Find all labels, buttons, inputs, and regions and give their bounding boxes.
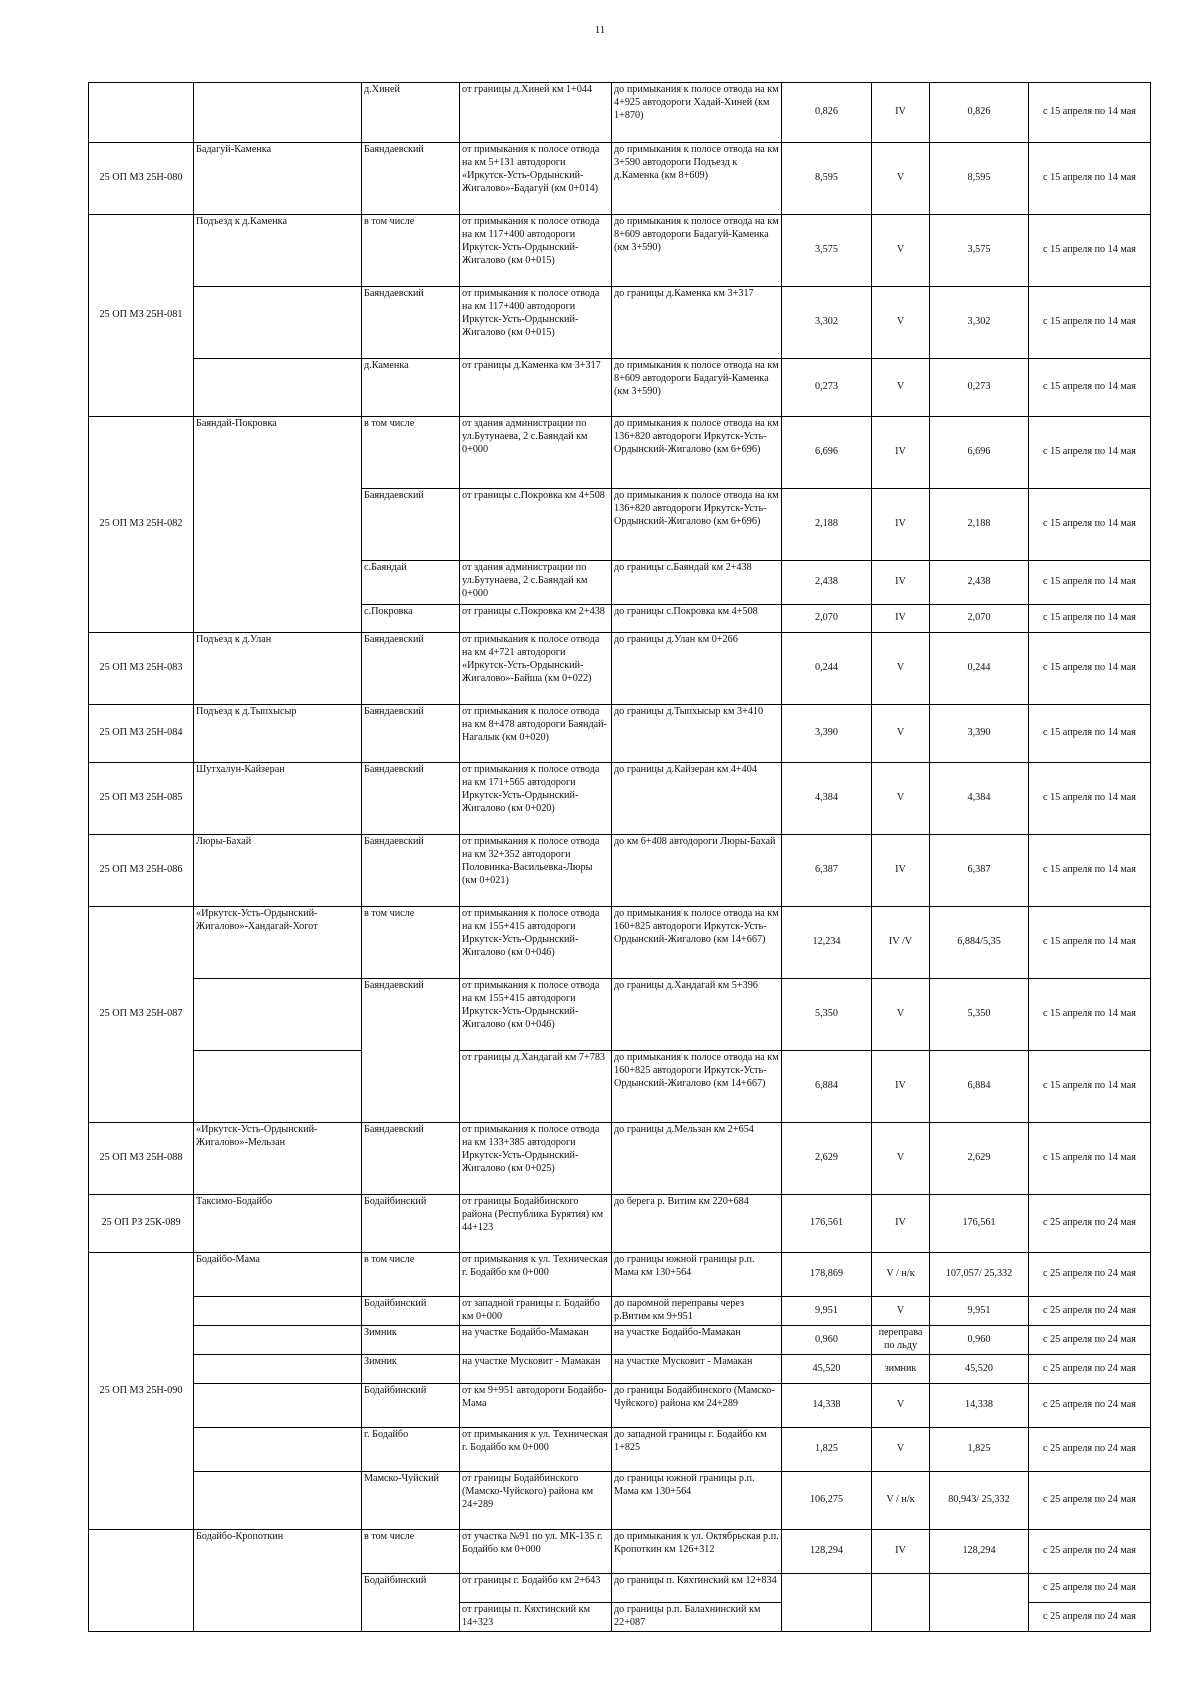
road-name: Баяндай-Покровка (194, 417, 362, 633)
length-km: 6,387 (782, 835, 872, 907)
segment-start: на участке Бодайбо-Мамакан (460, 1326, 612, 1355)
length-km: 128,294 (782, 1530, 872, 1574)
segment-start: от примыкания к полосе отвода на км 171+565 автодороги Иркутск-Усть-Ордынский-Жигалово (км 0+020) (460, 763, 612, 835)
road-code: 25 ОП МЗ 25Н-083 (89, 633, 194, 705)
length-km: 106,275 (782, 1472, 872, 1530)
table-row (89, 1384, 1151, 1428)
table-row (89, 417, 1151, 489)
restricted-length: 3,390 (930, 705, 1029, 763)
table-row (89, 979, 1151, 1051)
road-name (194, 1428, 362, 1472)
restriction-period: с 15 апреля по 14 мая (1029, 143, 1151, 215)
length-km: 0,244 (782, 633, 872, 705)
restricted-length: 6,696 (930, 417, 1029, 489)
road-category: V (872, 1297, 930, 1326)
segment-start: от границы г. Бодайбо км 2+643 (460, 1574, 612, 1603)
segment-start: от примыкания к ул. Техническая г. Бодайбо км 0+000 (460, 1428, 612, 1472)
segment-start: от здания администрации по ул.Бутунаева, 2 с.Баяндай км 0+000 (460, 561, 612, 605)
restriction-period: с 25 апреля по 24 мая (1029, 1428, 1151, 1472)
segment-start: от примыкания к полосе отвода на км 4+721 автодороги «Иркутск-Усть-Ордынский-Жигалово»-Байша (км 0+022) (460, 633, 612, 705)
road-code (89, 83, 194, 143)
length-km: 3,390 (782, 705, 872, 763)
table-row (89, 1428, 1151, 1472)
segment-start: от границы д.Хандагай км 7+783 (460, 1051, 612, 1123)
road-name (194, 1297, 362, 1326)
road-category: IV (872, 1530, 930, 1574)
district: Баяндаевский (362, 979, 460, 1123)
restriction-period: с 25 апреля по 24 мая (1029, 1297, 1151, 1326)
length-km: 6,696 (782, 417, 872, 489)
segment-end: до границы р.п. Балахнинский км 22+087 (612, 1603, 782, 1632)
page-number: 11 (594, 24, 606, 36)
restricted-length (930, 1574, 1029, 1632)
restricted-length: 45,520 (930, 1355, 1029, 1384)
road-code: 25 ОП МЗ 25Н-090 (89, 1253, 194, 1530)
length-km: 176,561 (782, 1195, 872, 1253)
restriction-period: с 15 апреля по 14 мая (1029, 561, 1151, 605)
table-row (89, 359, 1151, 417)
segment-start: от границы с.Покровка км 2+438 (460, 605, 612, 633)
table-row (89, 1123, 1151, 1195)
road-category: V (872, 1384, 930, 1428)
road-category: IV (872, 489, 930, 561)
road-name: Подъезд к д.Каменка (194, 215, 362, 287)
road-category: V (872, 1123, 930, 1195)
road-name: «Иркутск-Усть-Ордынский-Жигалово»-Мельзан (194, 1123, 362, 1195)
length-km: 4,384 (782, 763, 872, 835)
district: в том числе (362, 215, 460, 287)
segment-end: до паромной переправы через р.Витим км 9+951 (612, 1297, 782, 1326)
road-code: 25 ОП МЗ 25Н-087 (89, 907, 194, 1123)
restricted-length: 3,575 (930, 215, 1029, 287)
district: Зимник (362, 1355, 460, 1384)
table-row (89, 1253, 1151, 1297)
segment-start: от примыкания к полосе отвода на км 32+352 автодороги Половинка-Васильевка-Люры (км 0+021) (460, 835, 612, 907)
road-name: Люры-Бахай (194, 835, 362, 907)
restriction-period: с 25 апреля по 24 мая (1029, 1195, 1151, 1253)
restriction-period: с 15 апреля по 14 мая (1029, 83, 1151, 143)
length-km: 178,869 (782, 1253, 872, 1297)
restriction-period: с 25 апреля по 24 мая (1029, 1530, 1151, 1574)
road-category: IV (872, 605, 930, 633)
restricted-length: 2,438 (930, 561, 1029, 605)
district: Мамско-Чуйский (362, 1472, 460, 1530)
restriction-period: с 15 апреля по 14 мая (1029, 215, 1151, 287)
road-name (194, 287, 362, 359)
road-name (194, 1384, 362, 1428)
road-category: переправа по льду (872, 1326, 930, 1355)
road-code: 25 ОП МЗ 25Н-084 (89, 705, 194, 763)
table-row (89, 1530, 1151, 1574)
road-code: 25 ОП МЗ 25Н-086 (89, 835, 194, 907)
segment-start: от примыкания к полосе отвода на км 155+415 автодороги Иркутск-Усть-Ордынский-Жигалово (км 0+046) (460, 907, 612, 979)
length-km: 9,951 (782, 1297, 872, 1326)
length-km: 45,520 (782, 1355, 872, 1384)
table-row (89, 907, 1151, 979)
restriction-period: с 15 апреля по 14 мая (1029, 835, 1151, 907)
road-category: V / н/к (872, 1253, 930, 1297)
restricted-length: 8,595 (930, 143, 1029, 215)
restriction-period: с 25 апреля по 24 мая (1029, 1326, 1151, 1355)
segment-start: от границы п. Кяхтинский км 14+323 (460, 1603, 612, 1632)
restriction-period: с 15 апреля по 14 мая (1029, 489, 1151, 561)
length-km: 6,884 (782, 1051, 872, 1123)
road-name (194, 1355, 362, 1384)
restriction-period: с 15 апреля по 14 мая (1029, 763, 1151, 835)
road-code: 25 ОП МЗ 25Н-088 (89, 1123, 194, 1195)
road-category: V (872, 359, 930, 417)
road-name: Таксимо-Бодайбо (194, 1195, 362, 1253)
segment-start: от км 9+951 автодороги Бодайбо-Мама (460, 1384, 612, 1428)
road-name (194, 979, 362, 1051)
table-row (89, 1355, 1151, 1384)
district: Баяндаевский (362, 705, 460, 763)
restricted-length: 2,629 (930, 1123, 1029, 1195)
road-code: 25 ОП МЗ 25Н-080 (89, 143, 194, 215)
segment-end: до примыкания к полосе отвода на км 4+925 автодороги Хадай-Хиней (км 1+870) (612, 83, 782, 143)
length-km: 2,629 (782, 1123, 872, 1195)
road-category: IV /V (872, 907, 930, 979)
restricted-length: 3,302 (930, 287, 1029, 359)
table-row (89, 1326, 1151, 1355)
segment-end: до границы Бодайбинского (Мамско-Чуйского) района км 24+289 (612, 1384, 782, 1428)
table-row (89, 835, 1151, 907)
restriction-period: с 15 апреля по 14 мая (1029, 633, 1151, 705)
restricted-length: 0,273 (930, 359, 1029, 417)
segment-end: на участке Мусковит - Мамакан (612, 1355, 782, 1384)
road-category: V (872, 979, 930, 1051)
restricted-length: 0,244 (930, 633, 1029, 705)
road-category: V (872, 287, 930, 359)
road-category: V (872, 215, 930, 287)
segment-end: до примыкания к полосе отвода на км 160+825 автодороги Иркутск-Усть-Ордынский-Жигалово (км 14+667) (612, 907, 782, 979)
restricted-length: 128,294 (930, 1530, 1029, 1574)
table-row (89, 1472, 1151, 1530)
length-km: 2,070 (782, 605, 872, 633)
length-km: 0,273 (782, 359, 872, 417)
roads-table (88, 82, 1151, 1632)
segment-end: до примыкания к полосе отвода на км 160+825 автодороги Иркутск-Усть-Ордынский-Жигалово (км 14+667) (612, 1051, 782, 1123)
road-name: Подъезд к д.Улан (194, 633, 362, 705)
district: г. Бодайбо (362, 1428, 460, 1472)
restricted-length: 4,384 (930, 763, 1029, 835)
table-row (89, 705, 1151, 763)
segment-start: от примыкания к полосе отвода на км 133+385 автодороги Иркутск-Усть-Ордынский-Жигалово (км 0+025) (460, 1123, 612, 1195)
segment-start: от примыкания к полосе отвода на км 117+400 автодороги Иркутск-Усть-Ордынский-Жигалово (км 0+015) (460, 287, 612, 359)
length-km: 5,350 (782, 979, 872, 1051)
segment-start: от примыкания к полосе отвода на км 155+415 автодороги Иркутск-Усть-Ордынский-Жигалово (км 0+046) (460, 979, 612, 1051)
district: Баяндаевский (362, 143, 460, 215)
restricted-length: 107,057/ 25,332 (930, 1253, 1029, 1297)
district: Баяндаевский (362, 633, 460, 705)
length-km: 1,825 (782, 1428, 872, 1472)
district: Баяндаевский (362, 835, 460, 907)
restriction-period: с 15 апреля по 14 мая (1029, 705, 1151, 763)
segment-end: до границы с.Баяндай км 2+438 (612, 561, 782, 605)
segment-start: от примыкания к ул. Техническая г. Бодайбо км 0+000 (460, 1253, 612, 1297)
road-category: IV (872, 835, 930, 907)
restricted-length: 176,561 (930, 1195, 1029, 1253)
length-km: 3,302 (782, 287, 872, 359)
restriction-period: с 25 апреля по 24 мая (1029, 1574, 1151, 1603)
restricted-length: 2,070 (930, 605, 1029, 633)
segment-start: от участка №91 по ул. МК-135 г. Бодайбо км 0+000 (460, 1530, 612, 1574)
district: в том числе (362, 417, 460, 489)
length-km: 2,188 (782, 489, 872, 561)
district: Бодайбинский (362, 1384, 460, 1428)
road-name: Подъезд к д.Тыпхысыр (194, 705, 362, 763)
segment-end: до границы п. Кяхтинский км 12+834 (612, 1574, 782, 1603)
table-row (89, 1297, 1151, 1326)
segment-end: до примыкания к полосе отвода на км 8+609 автодороги Бадагуй-Каменка (км 3+590) (612, 215, 782, 287)
length-km: 0,960 (782, 1326, 872, 1355)
segment-start: от границы с.Покровка км 4+508 (460, 489, 612, 561)
restriction-period: с 15 апреля по 14 мая (1029, 979, 1151, 1051)
restriction-period: с 15 апреля по 14 мая (1029, 287, 1151, 359)
restricted-length: 14,338 (930, 1384, 1029, 1428)
district: Бодайбинский (362, 1195, 460, 1253)
length-km (782, 1574, 872, 1632)
segment-start: от границы Бодайбинского района (Республика Бурятия) км 44+123 (460, 1195, 612, 1253)
restriction-period: с 15 апреля по 14 мая (1029, 1051, 1151, 1123)
district: в том числе (362, 1530, 460, 1574)
restriction-period: с 25 апреля по 24 мая (1029, 1253, 1151, 1297)
segment-end: до границы д.Улан км 0+266 (612, 633, 782, 705)
road-name (194, 83, 362, 143)
restriction-period: с 15 апреля по 14 мая (1029, 359, 1151, 417)
restricted-length: 6,884 (930, 1051, 1029, 1123)
segment-end: до примыкания к полосе отвода на км 3+590 автодороги Подъезд к д.Каменка (км 8+609) (612, 143, 782, 215)
segment-end: до границы южной границы р.п. Мама км 130+564 (612, 1253, 782, 1297)
table-row (89, 1051, 1151, 1123)
table-row (89, 83, 1151, 143)
segment-end: до границы д.Хандагай км 5+396 (612, 979, 782, 1051)
length-km: 8,595 (782, 143, 872, 215)
road-name: Бодайбо-Мама (194, 1253, 362, 1297)
segment-start: от границы д.Хиней км 1+044 (460, 83, 612, 143)
segment-end: до границы д.Каменка км 3+317 (612, 287, 782, 359)
district: Бодайбинский (362, 1574, 460, 1632)
road-name (194, 1472, 362, 1530)
table-row (89, 763, 1151, 835)
road-name: «Иркутск-Усть-Ордынский-Жигалово»-Хандагай-Хогот (194, 907, 362, 979)
road-category: IV (872, 417, 930, 489)
restricted-length: 0,960 (930, 1326, 1029, 1355)
restricted-length: 2,188 (930, 489, 1029, 561)
segment-start: от границы Бодайбинского (Мамско-Чуйского) района км 24+289 (460, 1472, 612, 1530)
road-name: Шутхалун-Кайзеран (194, 763, 362, 835)
road-name (194, 359, 362, 417)
segment-end: до примыкания к полосе отвода на км 8+609 автодороги Бадагуй-Каменка (км 3+590) (612, 359, 782, 417)
district: д.Каменка (362, 359, 460, 417)
road-name (194, 1051, 362, 1123)
segment-start: от границы д.Каменка км 3+317 (460, 359, 612, 417)
road-category: V (872, 705, 930, 763)
restriction-period: с 15 апреля по 14 мая (1029, 907, 1151, 979)
restriction-period: с 25 апреля по 24 мая (1029, 1603, 1151, 1632)
restriction-period: с 15 апреля по 14 мая (1029, 605, 1151, 633)
road-name: Бодайбо-Кропоткин (194, 1530, 362, 1632)
district: Бодайбинский (362, 1297, 460, 1326)
road-code: 25 ОП МЗ 25Н-085 (89, 763, 194, 835)
district: Баяндаевский (362, 1123, 460, 1195)
road-category: IV (872, 561, 930, 605)
district: Зимник (362, 1326, 460, 1355)
district: Баяндаевский (362, 763, 460, 835)
segment-end: на участке Бодайбо-Мамакан (612, 1326, 782, 1355)
table-row (89, 215, 1151, 287)
segment-start: от примыкания к полосе отвода на км 117+400 автодороги Иркутск-Усть-Ордынский-Жигалово (км 0+015) (460, 215, 612, 287)
segment-end: до границы с.Покровка км 4+508 (612, 605, 782, 633)
length-km: 3,575 (782, 215, 872, 287)
segment-end: до примыкания к полосе отвода на км 136+820 автодороги Иркутск-Усть-Ордынский-Жигалово (км 6+696) (612, 489, 782, 561)
segment-start: от примыкания к полосе отвода на км 8+478 автодороги Баяндай-Нагалык (км 0+020) (460, 705, 612, 763)
road-code: 25 ОП МЗ 25Н-081 (89, 215, 194, 417)
road-category: V (872, 633, 930, 705)
district: Баяндаевский (362, 287, 460, 359)
district: в том числе (362, 1253, 460, 1297)
segment-end: до западной границы г. Бодайбо км 1+825 (612, 1428, 782, 1472)
length-km: 2,438 (782, 561, 872, 605)
restricted-length: 9,951 (930, 1297, 1029, 1326)
road-category: зимник (872, 1355, 930, 1384)
restricted-length: 5,350 (930, 979, 1029, 1051)
segment-end: до границы д.Мельзан км 2+654 (612, 1123, 782, 1195)
restricted-length: 0,826 (930, 83, 1029, 143)
table-row (89, 1195, 1151, 1253)
segment-end: до км 6+408 автодороги Люры-Бахай (612, 835, 782, 907)
segment-end: до границы южной границы р.п. Мама км 130+564 (612, 1472, 782, 1530)
road-category: V (872, 143, 930, 215)
restricted-length: 6,387 (930, 835, 1029, 907)
segment-start: от западной границы г. Бодайбо км 0+000 (460, 1297, 612, 1326)
road-category (872, 1574, 930, 1632)
restriction-period: с 25 апреля по 24 мая (1029, 1355, 1151, 1384)
segment-end: до примыкания к полосе отвода на км 136+820 автодороги Иркутск-Усть-Ордынский-Жигалово (км 6+696) (612, 417, 782, 489)
road-category: IV (872, 1051, 930, 1123)
district: Баяндаевский (362, 489, 460, 561)
road-code: 25 ОП РЗ 25К-089 (89, 1195, 194, 1253)
restriction-period: с 25 апреля по 24 мая (1029, 1472, 1151, 1530)
road-category: V (872, 1428, 930, 1472)
table-row (89, 633, 1151, 705)
road-category: IV (872, 1195, 930, 1253)
road-category: V (872, 763, 930, 835)
road-name: Бадагуй-Каменка (194, 143, 362, 215)
segment-end: до границы д.Кайзеран км 4+404 (612, 763, 782, 835)
length-km: 0,826 (782, 83, 872, 143)
length-km: 12,234 (782, 907, 872, 979)
restriction-period: с 25 апреля по 24 мая (1029, 1384, 1151, 1428)
road-category: V / н/к (872, 1472, 930, 1530)
district: с.Покровка (362, 605, 460, 633)
road-name (194, 1326, 362, 1355)
district: д.Хиней (362, 83, 460, 143)
segment-start: на участке Мусковит - Мамакан (460, 1355, 612, 1384)
restricted-length: 80,943/ 25,332 (930, 1472, 1029, 1530)
road-code (89, 1530, 194, 1632)
restriction-period: с 15 апреля по 14 мая (1029, 417, 1151, 489)
road-category: IV (872, 83, 930, 143)
segment-end: до примыкания к ул. Октябрьская р.п. Кропоткин км 126+312 (612, 1530, 782, 1574)
segment-end: до границы д.Тыпхысыр км 3+410 (612, 705, 782, 763)
segment-end: до берега р. Витим км 220+684 (612, 1195, 782, 1253)
segment-start: от здания администрации по ул.Бутунаева, 2 с.Баяндай км 0+000 (460, 417, 612, 489)
length-km: 14,338 (782, 1384, 872, 1428)
road-code: 25 ОП МЗ 25Н-082 (89, 417, 194, 633)
table-row (89, 143, 1151, 215)
table-row (89, 287, 1151, 359)
restricted-length: 6,884/5,35 (930, 907, 1029, 979)
restricted-length: 1,825 (930, 1428, 1029, 1472)
district: с.Баяндай (362, 561, 460, 605)
restriction-period: с 15 апреля по 14 мая (1029, 1123, 1151, 1195)
segment-start: от примыкания к полосе отвода на км 5+131 автодороги «Иркутск-Усть-Ордынский-Жигалово»-Бадагуй (км 0+014) (460, 143, 612, 215)
district: в том числе (362, 907, 460, 979)
